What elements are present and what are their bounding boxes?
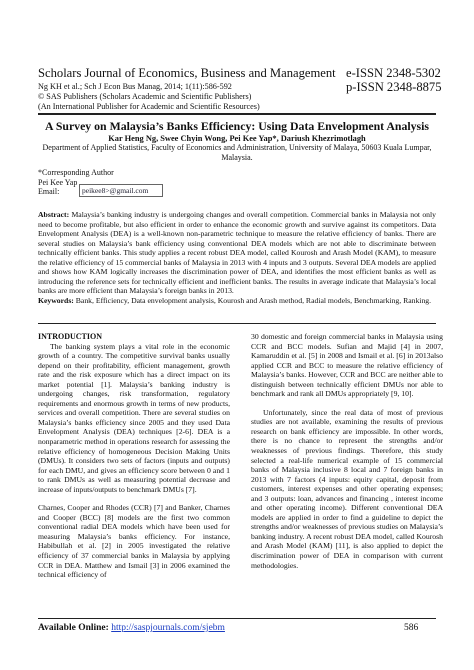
left-column	[38, 332, 230, 580]
paragraph: Charnes, Cooper and Rhodes (CCR) [7] and Banker, Charnes and Cooper (BCC) [8] models are the first two common conventional radial DEA models which have been used for measuring Malaysia’s banks efficiency. For instance, Habibullah et al. [2] in 2005 investigated the relative efficiency of 37 commercial banks in Malaysia by applying CCR in DEA. Matthew and Ismail [3] in 2006 examined the technical efficiency of	[38, 503, 230, 580]
keywords-text: Bank, Efficiency, Data envelopment analysis, Kourosh and Arash method, Radial models, Benchmarking, Ranking.	[75, 295, 432, 305]
abstract-label: Abstract:	[38, 210, 70, 219]
corresponding-label: *Corresponding Author	[38, 168, 114, 177]
footer-divider	[38, 618, 436, 619]
footer-label: Available Online:	[38, 623, 109, 633]
email-field[interactable]: peikee8>@gmail.com	[79, 184, 163, 197]
citation-block	[38, 82, 260, 113]
right-column	[251, 332, 443, 570]
email-label: Email:	[38, 187, 60, 196]
eissn: e-ISSN 2348-5302	[346, 66, 441, 80]
article-title: A Survey on Malaysia’s Banks Efficiency: Using Data Envelopment Analysis	[45, 119, 429, 133]
section-heading-introduction: INTRODUCTION	[38, 332, 103, 341]
paragraph: 30 domestic and foreign commercial banks in Malaysia using CCR and BCC models. Sufian and Majid [4] in 2007, Kamaruddin et al. [5] in 2008 and Ismail et al. [6] in 2013also applied CCR and BCC to measure the relative efficiency of Malaysia’s banks. However, CCR and BCC are neither able to distinguish between technically efficient DMUs nor able to benchmark and rank all DMUs appropriately [9, 10].	[251, 332, 443, 399]
paragraph: Unfortunately, since the real data of most of previous studies are not available, examining the results of previous research on bank efficiency are impossible. In other words, there is no chance to represent the strengths and/or weaknesses of previous findings. Therefore, this study selected a real-life numerical example of 15 commercial banks of Malaysia inclusive 8 local and 7 foreign banks in 2013 with 7 factors (4 inputs: equity capital, deposit from customers, interest expenses and other operating expenses; and 3 outputs: loan, advances and financing , interest income and other operating income). Different conventional DEA models are applied in order to find a guideline to depict the strengths and/or weaknesses of previous studies on Malaysia’s banking industry. A recent robust DEA model, called Kourosh and Arash Model (KAM) [11], is also applied to depict the discrimination power of DEA in comparison with current methodologies.	[251, 407, 443, 570]
affiliation: Department of Applied Statistics, Faculty of Economics and Administration, University of Malaya, 50603 Kuala Lumpar, Malaysia.	[42, 143, 432, 162]
page-number: 586	[404, 623, 419, 633]
pissn: p-ISSN 2348-8875	[346, 80, 442, 94]
publisher: © SAS Publishers (Scholars Academic and Scientific Publishers)	[38, 92, 252, 102]
corresponding-name: Pei Kee Yap	[38, 178, 78, 187]
author-list: Kar Heng Ng, Swee Chyin Wong, Pei Kee Yap*, Dariush Khezrimotlagh	[108, 134, 366, 143]
journal-name: Scholars Journal of Economics, Business and Management	[38, 66, 336, 80]
abstract-section	[38, 210, 436, 305]
keywords-label: Keywords:	[38, 295, 74, 305]
abstract-text: Malaysia’s banking industry is undergoing changes and overall competition. Commercial banks in Malaysia not only need to become profitable, but also efficient in order to enhance the economic growth and survive against its competitors. Data Envelopment Analysis (DEA) is a well-known non-parametric technique to measure the relative efficiency of banks. There are several studies on Malaysia’s bank efficiency using conventional DEA models which are not able to discriminate between technically efficient banks. This study applies a recent robust DEA model, called Kourosh and Arash Model (KAM), to measure the relative efficiency of 15 commercial banks of Malaysia in 2013 with 4 inputs and 3 outputs. Several DEA models are applied and shows how KAM logically increases the discrimination power of DEA, and identifies the most efficient banks as well as introducing the reference sets for technically efficient and inefficient banks. The results in average indicate that Malaysia’s local banks are more efficient than Malaysia’s foreign banks in 2013.	[38, 210, 437, 296]
header-divider	[38, 113, 436, 115]
footer-availability	[38, 623, 225, 633]
citation: Ng KH et al.; Sch J Econ Bus Manag, 2014; 1(11):586-592	[38, 82, 232, 91]
publisher-description: (An International Publisher for Academic and Scientific Resources)	[38, 102, 260, 112]
paragraph: The banking system plays a vital role in the economic growth of a country. The competitive survival banks usually depend on their profitability, efficient management, growth rate and the risk exposure which has a direct impact on its market potential [1]. Malaysia’s banking industry is undergoing changes, risk transformation, regulatory requirements and enormous growth in terms of new products, services and overall competition. There are several studies on Malaysia’s banks efficiency since 2005 and they used Data Envelopment Analysis (DEA) techniques [2-6]. DEA is a nonparametric method in operations research for assessing the relative efficiency of homogeneous Decision Making Units (DMUs). It considers two sets of factors (inputs and outputs) for each DMU, and gives an efficiency score between 0 and 1 to rank DMUs as well as measuring potential decrease and increase of inputs/outputs to benchmark DMUs [7].	[38, 341, 230, 494]
abstract-divider	[38, 323, 436, 324]
journal-link[interactable]: http://saspjournals.com/sjebm	[111, 623, 225, 633]
